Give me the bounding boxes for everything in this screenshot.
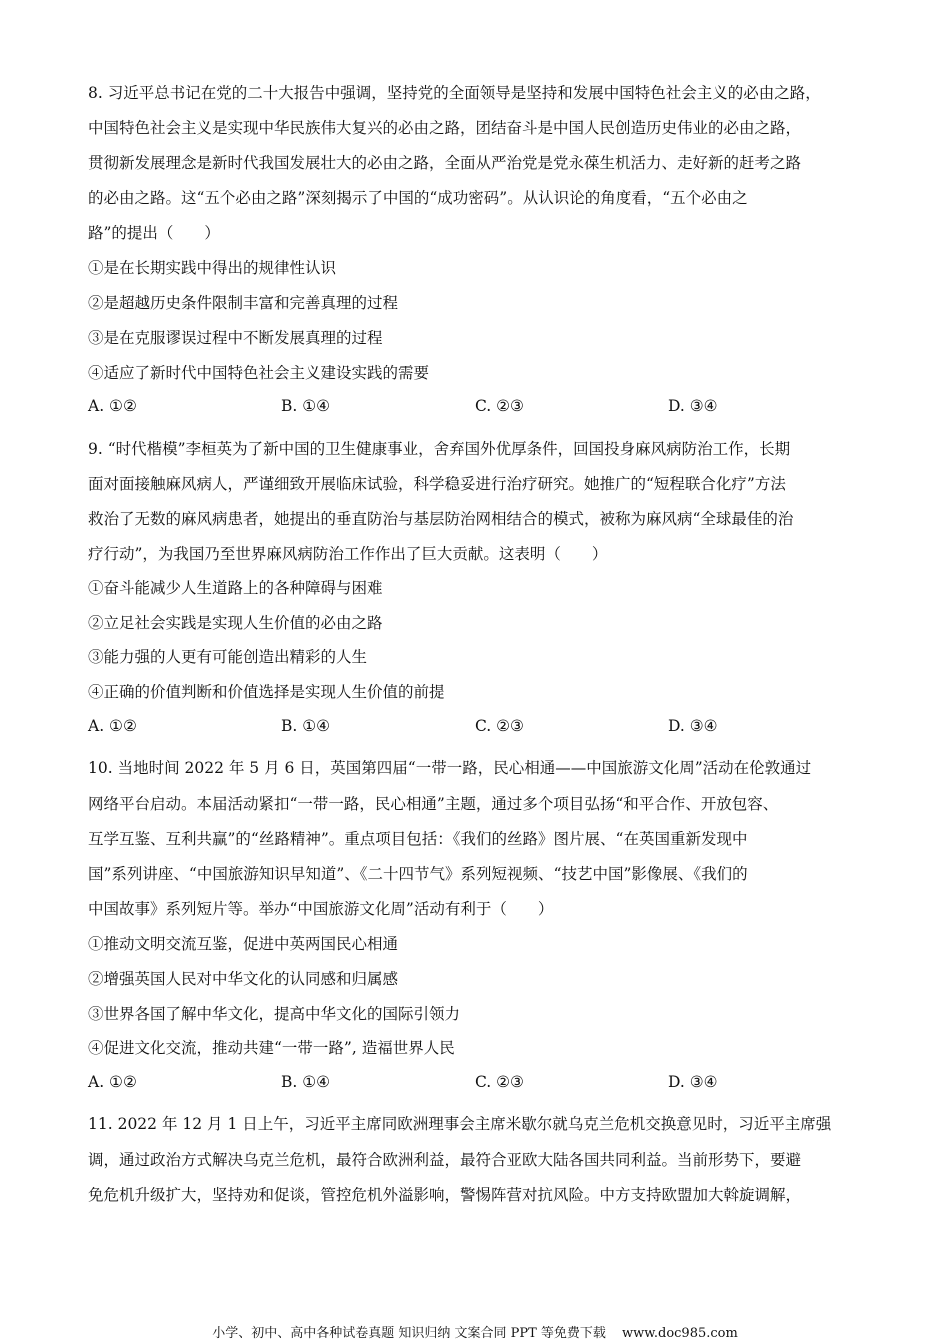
- question-9-stem-line: 救治了无数的麻风病患者，她提出的垂直防治与基层防治网相结合的模式，被称为麻风病“全球最佳的治: [88, 510, 794, 528]
- question-10-stem-line: 中国故事》系列短片等。举办“中国旅游文化周”活动有利于（ ）: [88, 900, 554, 918]
- question-8-option-b: B. ①④: [281, 397, 331, 415]
- question-9-stem-line: 面对面接触麻风病人，严谨细致开展临床试验，科学稳妥进行治疗研究。她推广的“短程联合化疗”方法: [88, 475, 786, 493]
- question-8-stem-line: 中国特色社会主义是实现中华民族伟大复兴的必由之路，团结奋斗是中国人民创造历史伟业的必由之路，: [88, 119, 802, 137]
- question-10-stem-line: 互学互鉴、互利共赢”的“丝路精神”。重点项目包括：《我们的丝路》图片展、“在英国重新发现中: [88, 830, 748, 848]
- question-8-option-d: D. ③④: [668, 397, 718, 415]
- question-8-statement-4: ④适应了新时代中国特色社会主义建设实践的需要: [88, 364, 430, 382]
- question-10-statement-1: ①推动文明交流互鉴，促进中英两国民心相通: [88, 935, 399, 953]
- question-8-statement-2: ②是超越历史条件限制丰富和完善真理的过程: [88, 294, 399, 312]
- question-9-option-a: A. ①②: [88, 717, 137, 735]
- footer-link[interactable]: www.doc985.com: [622, 1326, 738, 1341]
- question-9-statement-2: ②立足社会实践是实现人生价值的必由之路: [88, 614, 383, 632]
- question-9-option-d: D. ③④: [668, 717, 718, 735]
- question-9-statement-4: ④正确的价值判断和价值选择是实现人生价值的前提: [88, 683, 445, 701]
- question-8-option-a: A. ①②: [88, 397, 137, 415]
- question-10-stem-line: 国”系列讲座、“中国旅游知识早知道”、《二十四节气》系列短视频、“技艺中国”影像展、《我们的: [88, 865, 748, 883]
- question-9-stem-line: 9. “时代楷模”李桓英为了新中国的卫生健康事业，舍弃国外优厚条件，回国投身麻风病防治工作，长期: [88, 440, 791, 458]
- question-8-statement-1: ①是在长期实践中得出的规律性认识: [88, 259, 337, 277]
- page-footer: [0, 1326, 950, 1342]
- question-9-option-c: C. ②③: [475, 717, 524, 735]
- question-10-stem-line: 10. 当地时间 2022 年 5 月 6 日，英国第四届“一带一路，民心相通——中国旅游文化周”活动在伦敦通过: [88, 759, 812, 777]
- question-8-stem-line: 的必由之路。这“五个必由之路”深刻揭示了中国的“成功密码”。从认识论的角度看，“五个必由之: [88, 189, 748, 207]
- question-9-statement-1: ①奋斗能减少人生道路上的各种障碍与困难: [88, 579, 383, 597]
- question-8-statement-3: ③是在克服谬误过程中不断发展真理的过程: [88, 329, 383, 347]
- question-10-statement-2: ②增强英国人民对中华文化的认同感和归属感: [88, 970, 399, 988]
- question-10-stem-line: 网络平台启动。本届活动紧扣“一带一路，民心相通”主题，通过多个项目弘扬“和平合作、开放包容、: [88, 795, 779, 813]
- question-9-option-b: B. ①④: [281, 717, 331, 735]
- question-8-option-c: C. ②③: [475, 397, 524, 415]
- footer-text: 小学、初中、高中各种试卷真题 知识归纳 文案合同 PPT 等免费下载: [212, 1326, 606, 1341]
- question-10-option-b: B. ①④: [281, 1073, 331, 1091]
- question-8-stem-line: 8. 习近平总书记在党的二十大报告中强调，坚持党的全面领导是坚持和发展中国特色社会主义的必由之路，: [88, 84, 821, 102]
- question-11-stem-line: 11. 2022 年 12 月 1 日上午，习近平主席同欧洲理事会主席米歇尔就乌克兰危机交换意见时，习近平主席强: [88, 1115, 832, 1133]
- question-9-statement-3: ③能力强的人更有可能创造出精彩的人生: [88, 648, 368, 666]
- question-10-statement-3: ③世界各国了解中华文化，提高中华文化的国际引领力: [88, 1005, 461, 1023]
- question-10-option-d: D. ③④: [668, 1073, 718, 1091]
- question-11-stem-line: 调，通过政治方式解决乌克兰危机，最符合欧洲利益，最符合亚欧大陆各国共同利益。当前形势下，要避: [88, 1151, 802, 1169]
- question-10-statement-4: ④促进文化交流，推动共建“一带一路”, 造福世界人民: [88, 1039, 455, 1057]
- question-8-stem-line: 路”的提出（ ）: [88, 224, 220, 242]
- question-8-stem-line: 贯彻新发展理念是新时代我国发展壮大的必由之路，全面从严治党是党永葆生机活力、走好新的赶考之路: [88, 154, 802, 172]
- question-10-option-c: C. ②③: [475, 1073, 524, 1091]
- question-11-stem-line: 免危机升级扩大，坚持劝和促谈，管控危机外溢影响，警惕阵营对抗风险。中方支持欧盟加大斡旋调解，: [88, 1186, 802, 1204]
- question-10-option-a: A. ①②: [88, 1073, 137, 1091]
- question-9-stem-line: 疗行动”，为我国乃至世界麻风病防治工作作出了巨大贡献。这表明（ ）: [88, 545, 608, 563]
